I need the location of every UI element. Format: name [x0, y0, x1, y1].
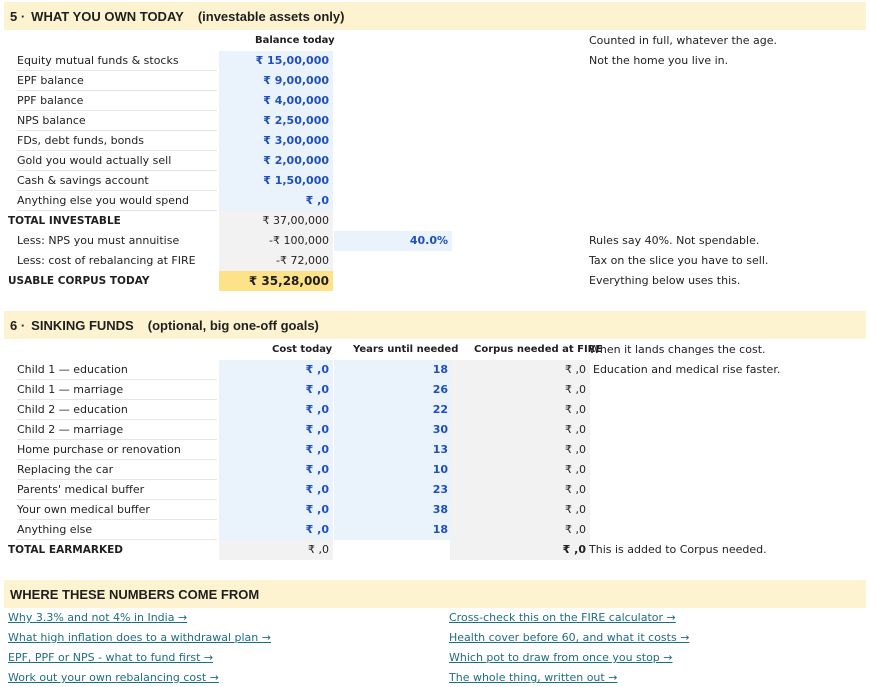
goal-cost-input[interactable]: ₹ ,0: [219, 480, 333, 500]
asset-label: Cash & savings account: [17, 171, 217, 191]
total-earmarked-label: TOTAL EARMARKED: [8, 544, 123, 556]
goal-corpus-value: ₹ ,0: [450, 360, 590, 380]
asset-row: [4, 91, 866, 111]
section-subtitle: (investable assets only): [197, 8, 345, 24]
section-number: 5 ·: [10, 8, 26, 24]
goal-years-input[interactable]: 18: [334, 520, 452, 540]
less-nps-label: Less: NPS you must annuitise: [17, 234, 180, 247]
asset-row: [4, 71, 866, 91]
header-note: Counted in full, whatever the age.: [589, 34, 778, 47]
asset-row: [4, 51, 866, 71]
source-link[interactable]: Work out your own rebalancing cost →: [8, 671, 219, 684]
source-link[interactable]: Why 3.3% and not 4% in India →: [8, 611, 188, 624]
sinking-fund-row: [4, 400, 866, 420]
sinking-fund-row: [4, 420, 866, 440]
total-earmarked-row: [4, 540, 866, 560]
asset-label: Gold you would actually sell: [17, 151, 217, 171]
corpus-needed-header: Corpus needed at FIRE: [474, 344, 603, 355]
asset-row: [4, 191, 866, 211]
sinking-fund-row: [4, 460, 866, 480]
less-nps-row: [4, 231, 866, 251]
asset-row: [4, 171, 866, 191]
section-subtitle: (optional, big one-off goals): [147, 317, 319, 333]
goal-cost-input[interactable]: ₹ ,0: [219, 420, 333, 440]
asset-row: [4, 131, 866, 151]
sinking-fund-row: [4, 520, 866, 540]
goal-label: Your own medical buffer: [17, 500, 217, 520]
goal-years-input[interactable]: 23: [334, 480, 452, 500]
goal-years-input[interactable]: 10: [334, 460, 452, 480]
section-title: WHAT YOU OWN TODAY: [31, 8, 184, 24]
goal-corpus-value: ₹ ,0: [450, 500, 590, 520]
nps-annuity-pct-input[interactable]: 40.0%: [334, 231, 452, 251]
goal-corpus-value: ₹ ,0: [450, 400, 590, 420]
asset-label: Equity mutual funds & stocks: [17, 51, 217, 71]
source-link[interactable]: EPF, PPF or NPS - what to fund first →: [8, 651, 214, 664]
goal-label: Anything else: [17, 520, 217, 540]
source-link[interactable]: What high inflation does to a withdrawal plan →: [8, 631, 271, 644]
usable-corpus-value: ₹ 35,28,000: [219, 271, 333, 291]
section-title: SINKING FUNDS: [31, 317, 134, 333]
usable-corpus-label: USABLE CORPUS TODAY: [8, 275, 150, 287]
less-rebal-note: Tax on the slice you have to sell.: [589, 254, 769, 267]
goal-years-input[interactable]: 26: [334, 380, 452, 400]
goal-corpus-value: ₹ ,0: [450, 380, 590, 400]
goal-years-input[interactable]: 13: [334, 440, 452, 460]
sinking-fund-row: [4, 360, 866, 380]
goal-cost-input[interactable]: ₹ ,0: [219, 400, 333, 420]
usable-corpus-note: Everything below uses this.: [589, 274, 741, 287]
asset-balance-input[interactable]: ₹ 2,50,000: [219, 111, 333, 131]
total-earmarked-cost: ₹ ,0: [219, 540, 333, 560]
asset-label: NPS balance: [17, 111, 217, 131]
asset-label: FDs, debt funds, bonds: [17, 131, 217, 151]
goal-note: Education and medical rise faster.: [593, 363, 781, 376]
asset-balance-input[interactable]: ₹ 1,50,000: [219, 171, 333, 191]
section-6-header: [4, 311, 866, 339]
source-link[interactable]: The whole thing, written out →: [449, 671, 618, 684]
goal-label: Parents' medical buffer: [17, 480, 217, 500]
asset-label: Anything else you would spend: [17, 191, 217, 211]
asset-note: Not the home you live in.: [589, 54, 729, 67]
asset-balance-input[interactable]: ₹ ,0: [219, 191, 333, 211]
goal-label: Replacing the car: [17, 460, 217, 480]
section-5-header: [4, 2, 866, 30]
less-nps-value: -₹ 100,000: [219, 231, 333, 251]
sinking-header-note: When it lands changes the cost.: [589, 343, 766, 356]
asset-label: PPF balance: [17, 91, 217, 111]
goal-years-input[interactable]: 18: [334, 360, 452, 380]
less-rebal-label: Less: cost of rebalancing at FIRE: [17, 254, 196, 267]
less-rebal-row: [4, 251, 866, 271]
goal-cost-input[interactable]: ₹ ,0: [219, 460, 333, 480]
goal-corpus-value: ₹ ,0: [450, 520, 590, 540]
sinking-fund-row: [4, 500, 866, 520]
goal-cost-input[interactable]: ₹ ,0: [219, 360, 333, 380]
goal-label: Child 1 — education: [17, 360, 217, 380]
goal-corpus-value: ₹ ,0: [450, 420, 590, 440]
total-investable-label: TOTAL INVESTABLE: [8, 215, 121, 227]
total-investable-row: [4, 211, 866, 231]
goal-years-input[interactable]: 38: [334, 500, 452, 520]
goal-corpus-value: ₹ ,0: [450, 460, 590, 480]
goal-label: Child 2 — marriage: [17, 420, 217, 440]
goal-corpus-value: ₹ ,0: [450, 480, 590, 500]
goal-label: Home purchase or renovation: [17, 440, 217, 460]
section-number: 6 ·: [10, 317, 26, 333]
balance-today-header: Balance today: [255, 35, 335, 46]
source-link[interactable]: Which pot to draw from once you stop →: [449, 651, 673, 664]
total-investable-value: ₹ 37,00,000: [219, 211, 333, 231]
source-link[interactable]: Health cover before 60, and what it costs →: [449, 631, 690, 644]
goal-cost-input[interactable]: ₹ ,0: [219, 500, 333, 520]
asset-balance-input[interactable]: ₹ 9,00,000: [219, 71, 333, 91]
asset-balance-input[interactable]: ₹ 3,00,000: [219, 131, 333, 151]
cost-today-header: Cost today: [272, 344, 333, 355]
sinking-fund-row: [4, 380, 866, 400]
asset-balance-input[interactable]: ₹ 15,00,000: [219, 51, 333, 71]
sources-header: [4, 580, 866, 608]
less-rebal-value: -₹ 72,000: [219, 251, 333, 271]
asset-row: [4, 111, 866, 131]
asset-row: [4, 151, 866, 171]
asset-balance-input[interactable]: ₹ 2,00,000: [219, 151, 333, 171]
sinking-fund-row: [4, 480, 866, 500]
goal-label: Child 2 — education: [17, 400, 217, 420]
years-until-needed-header: Years until needed: [353, 344, 459, 355]
goal-corpus-value: ₹ ,0: [450, 440, 590, 460]
goal-cost-input[interactable]: ₹ ,0: [219, 440, 333, 460]
total-earmarked-note: This is added to Corpus needed.: [589, 543, 767, 556]
goal-label: Child 1 — marriage: [17, 380, 217, 400]
goal-cost-input[interactable]: ₹ ,0: [219, 380, 333, 400]
sinking-fund-row: [4, 440, 866, 460]
less-nps-note: Rules say 40%. Not spendable.: [589, 234, 760, 247]
source-link[interactable]: Cross-check this on the FIRE calculator →: [449, 611, 676, 624]
usable-corpus-row: [4, 271, 866, 291]
total-earmarked-corpus: ₹ ,0: [450, 540, 590, 560]
goal-cost-input[interactable]: ₹ ,0: [219, 520, 333, 540]
goal-years-input[interactable]: 22: [334, 400, 452, 420]
asset-label: EPF balance: [17, 71, 217, 91]
sources-title: WHERE THESE NUMBERS COME FROM: [10, 586, 260, 602]
asset-balance-input[interactable]: ₹ 4,00,000: [219, 91, 333, 111]
goal-years-input[interactable]: 30: [334, 420, 452, 440]
